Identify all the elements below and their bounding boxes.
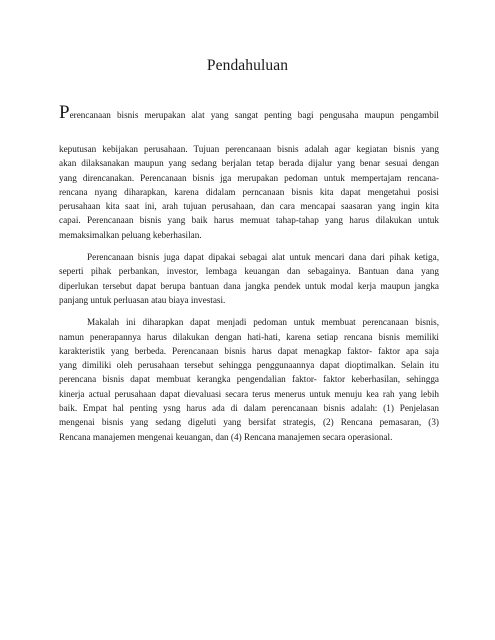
text-line: Makalah ini diharapkan dapat menjadi pedoman untuk membuat perencanaan bisnis, — [87, 317, 439, 328]
drop-cap: P — [59, 102, 70, 123]
text-line: seperti pihak perbankan, investor, lembaga keuangan dan sebagainya. Bantuan dana yang — [59, 266, 439, 277]
text-line: diperlukan tersebut dapat berupa bantuan dana jangka pendek untuk modal kerja maupun jangka — [59, 280, 439, 291]
paragraph-gap — [59, 307, 439, 315]
paragraph-1-first-line — [59, 102, 439, 142]
text-line: mengenai bisnis yang sedang digeluti yang bersifat strategis, (2) Rencana pemasaran, (3) — [59, 417, 439, 428]
text-line: Perencanaan bisnis juga dapat dipakai sebagai alat untuk mencari dana dari pihak ketiga, — [87, 252, 439, 263]
text-line: namun penerapannya harus dilakukan dengan hati-hati, karena setiap rencana bisnis memiliki — [59, 331, 439, 342]
text-line: panjang untuk perluasan atau biaya investasi. — [59, 294, 226, 305]
document-body — [59, 102, 439, 444]
text-line: keputusan kebijakan perusahaan. Tujuan perencanaan bisnis adalah agar kegiatan bisnis yang — [59, 144, 439, 154]
document-title: Pendahuluan — [206, 57, 289, 74]
text-line: erencanaan bisnis merupakan alat yang sangat penting bagi pengusaha maupun pengambil — [69, 110, 439, 120]
text-line: yang direncanakan. Perencanaan bisnis jga merupakan pedoman untuk mempertajam rencana- — [59, 172, 439, 183]
text-line: karakteristik yang berbeda. Perencanaan bisnis harus dapat menagkap faktor- faktor apa saja — [59, 345, 439, 356]
text-line: rencana nyang diharapkan, karena didalam perncanaan bisnis kita dapat mengetahui posisi — [59, 186, 439, 197]
text-line: perusahaan kita saat ini, arah tujuan perusahaan, dan cara mencapai saasaran yang ingin kita — [59, 201, 439, 212]
text-line: baik. Empat hal penting ysng harus ada di dalam perencanaan bisnis adalah: (1) Penjelasan — [59, 403, 439, 414]
paragraph-gap — [59, 242, 439, 250]
text-line: memaksimalkan peluang keberhasilan. — [59, 229, 202, 240]
text-line: kinerja actual perusahaan dapat dievaluasi secara terus menerus untuk menuju kea rah yang lebih — [59, 388, 439, 399]
text-line: capai. Perencanaan bisnis yang baik harus memuat tahap-tahap yang harus dilakukan untuk — [59, 215, 439, 226]
text-line: yang dimiliki oleh perusahaan tersebut sehingga penggunaannya dapat dioptimalkan. Selain itu — [59, 360, 439, 371]
text-line: akan dilaksanakan maupun yang sedang berjalan tetap berada dijalur yang benar sesuai dengan — [59, 158, 439, 169]
text-line: Rencana manajemen mengenai keuangan, dan (4) Rencana manajemen secara operasional. — [59, 431, 393, 442]
text-line: perencana bisnis dapat membuat kerangka pengendalian faktor- faktor keberhasilan, sehingga — [59, 374, 439, 385]
